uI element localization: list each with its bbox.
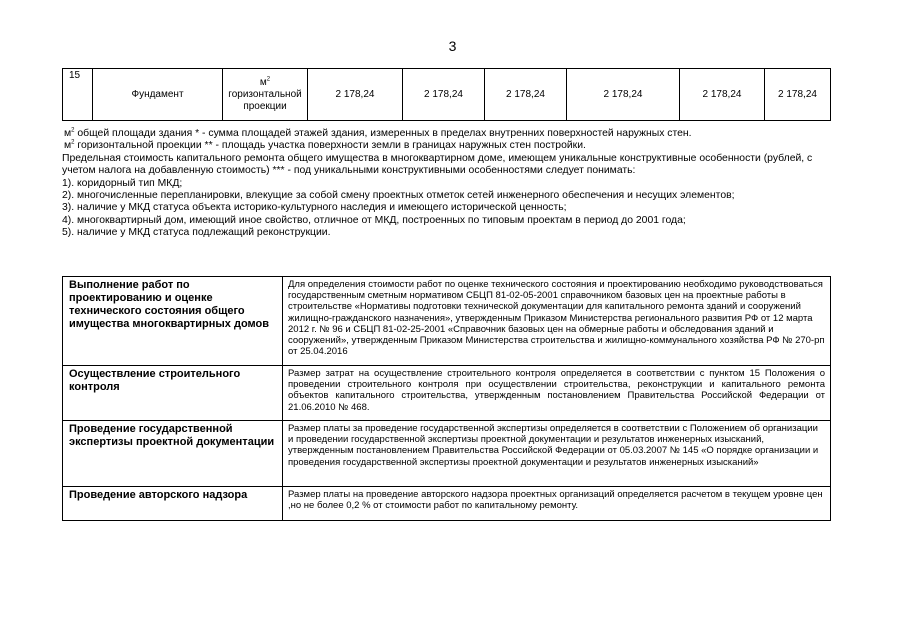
value-cell: 2 178,24 — [567, 69, 680, 121]
list-item: 1). коридорный тип МКД; — [62, 177, 183, 189]
work-description: Размер затрат на осуществление строительного контроля определяется в соответствии с пунктом 15 Положения о проведении строительного контроля при осуществлении строительства, реконструкции и капитального ремонта объектов капитального строительства, утвержденным постановлением Правительства Российской Федерации от 21.06.2010 № 468. — [283, 366, 831, 421]
works-table — [62, 276, 831, 521]
table-row — [63, 366, 831, 421]
table-row — [63, 277, 831, 366]
work-name: Проведение авторского надзора — [63, 487, 283, 521]
unique-features-paragraph: Предельная стоимость капитального ремонта общего имущества в многоквартирном доме, имеющем уникальные конструктивные особенности (рублей, с учетом налога на добавленную стоимость) *** - под уникальными конструктивными особенностями следует понимать: — [62, 152, 813, 177]
work-description: Размер платы на проведение авторского надзора проектных организаций определяется расчетом в текущем уровне цен ,но не более 0,2 % от стоимости работ по капитальному ремонту. — [283, 487, 831, 521]
note-horizontal-projection: $м^2$ горизонтальной проекции ** - площадь участка поверхности земли в границах наружных стен постройки. — [64, 139, 586, 152]
page-number: 3 — [448, 38, 457, 54]
table-row — [63, 69, 831, 121]
notes-section — [62, 128, 837, 240]
unit-m: м — [259, 76, 267, 88]
work-name: Проведение государственной экспертизы проектной документации — [63, 421, 283, 487]
value-cell: 2 178,24 — [680, 69, 765, 121]
list-item: 5). наличие у МКД статуса подлежащий реконструкции. — [62, 227, 331, 239]
row-number: 15 — [63, 69, 93, 121]
value-cell: 2 178,24 — [403, 69, 485, 121]
work-name: Осуществление строительного контроля — [63, 366, 283, 421]
unit-text: горизонтальной проекции — [228, 88, 302, 112]
work-name: Выполнение работ по проектированию и оценке технического состояния общего имущества многоквартирных домов — [63, 277, 283, 366]
cost-table-fragment — [62, 68, 831, 121]
list-item: 2). многочисленные перепланировки, влекущие за собой смену проектных отметок сетей инженерного обеспечения и несущих элементов; — [62, 190, 735, 202]
table-row — [63, 421, 831, 487]
unit-cell — [223, 69, 308, 121]
list-item: 3). наличие у МКД статуса объекта историко-культурного наследия и имеющего исторической ценность; — [62, 202, 567, 214]
value-cell: 2 178,24 — [485, 69, 567, 121]
note-total-area: $м^2$ общей площади здания * - сумма площадей этажей здания, измеренных в пределах внутренних поверхностей наружных стен. — [64, 127, 692, 139]
work-description: Размер платы за проведение государственной экспертизы определяется в соответствии с Положением об организации и проведении государственной экспертизы проектной документации и результатов инженерных изысканий, утвержденным постановлением Правительства Российской Федерации от 05.03.2007 № 145 «О порядке организации и проведения государственной экспертизы проектной документации и результатов инженерных изысканий» — [283, 421, 831, 487]
table-row — [63, 487, 831, 521]
value-cell: 2 178,24 — [765, 69, 831, 121]
value-cell: 2 178,24 — [308, 69, 403, 121]
list-item: 4). многоквартирный дом, имеющий иное свойство, отличное от МКД, построенных по типовым проектам в период до 2001 года; — [62, 214, 686, 226]
unit-sup: 2 — [266, 76, 271, 83]
element-name: Фундамент — [93, 69, 223, 121]
work-description: Для определения стоимости работ по оценке технического состояния и проектированию необходимо руководствоваться государственным сметным нормативом СБЦП 81-02-05-2001 справочником базовых цен на проектные работы в строительстве «Нормативы подготовки технической документации для капитального ремонта зданий и сооружений жилищно-гражданского назначения», утвержденным Приказом Министерства регионального развития РФ от 12 марта 2012 г. № 96 и СБЦП 81-02-25-2001 «Справочник базовых цен на обмерные работы и обследования зданий и сооружений», утвержденным Приказом Министерства строительства и жилищно-коммунального хозяйства РФ № 270-рп от 25.04.2016 — [283, 277, 831, 366]
